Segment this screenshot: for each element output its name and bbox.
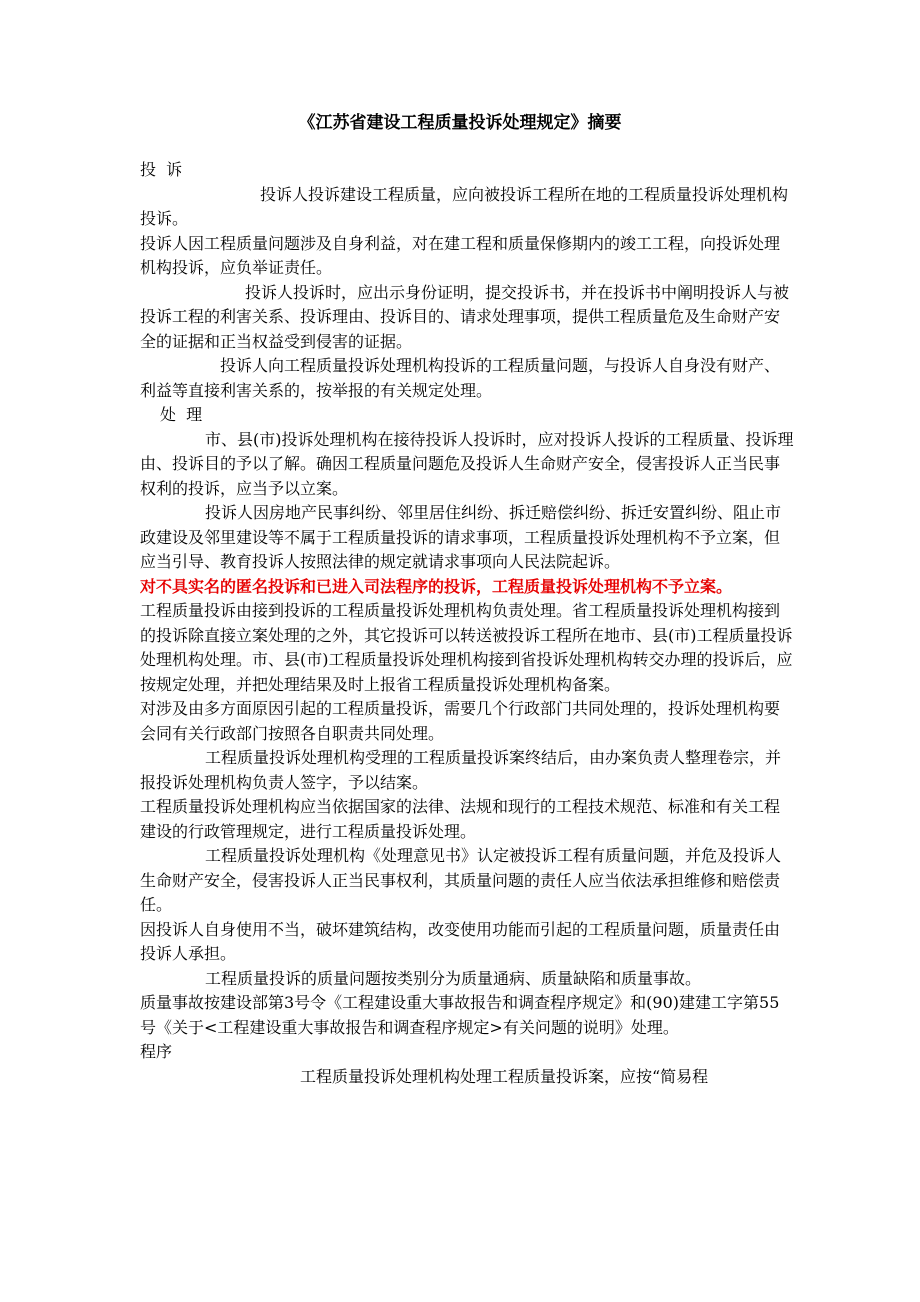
paragraph: 对涉及由多方面原因引起的工程质量投诉，需要几个行政部门共同处理的，投诉处理机构要会同有关行政部门按照各自职责共同处理。: [140, 699, 781, 743]
paragraph: 投诉人投诉时，应出示身份证明，提交投诉书，并在投诉书中阐明投诉人与被投诉工程的利害关系、投诉理由、投诉目的、请求处理事项，提供工程质量危及生命财产安全的证据和正当权益受到侵害的证据。: [140, 282, 790, 351]
paragraph: 市、县(市)投诉处理机构在接待投诉人投诉时，应对投诉人投诉的工程质量、投诉理由、投诉目的予以了解。确因工程质量问题危及投诉人生命财产安全，侵害投诉人正当民事权利的投诉，应当予以立案。: [140, 429, 794, 498]
paragraph: 工程质量投诉处理机构受理的工程质量投诉案终结后，由办案负责人整理卷宗，并报投诉处理机构负责人签字，予以结案。: [140, 748, 782, 792]
paragraph: 工程质量投诉由接到投诉的工程质量投诉处理机构负责处理。省工程质量投诉处理机构接到的投诉除直接立案处理的之外，其它投诉可以转送被投诉工程所在地市、县(市)工程质量投诉处理机构处理。市、县(市)工程质量投诉处理机构接到省投诉处理机构转交办理的投诉后，应按规定处理，并把处理结果及时上报省工程质量投诉处理机构备案。: [140, 601, 793, 694]
document-title: 《江苏省建设工程质量投诉处理规定》摘要: [298, 113, 622, 133]
section-heading-procedure: 程序: [140, 1042, 173, 1061]
paragraph: 投诉人因工程质量问题涉及自身利益，对在建工程和质量保修期内的竣工工程，向投诉处理机构投诉，应负举证责任。: [140, 233, 781, 277]
highlighted-paragraph: 对不具实名的匿名投诉和已进入司法程序的投诉，工程质量投诉处理机构不予立案。: [140, 576, 733, 596]
paragraph: 工程质量投诉处理机构《处理意见书》认定被投诉工程有质量问题，并危及投诉人生命财产安全，侵害投诉人正当民事权利，其质量问题的责任人应当依法承担维修和赔偿责任。: [140, 846, 782, 914]
paragraph: 投诉人因房地产民事纠纷、邻里居住纠纷、拆迁赔偿纠纷、拆迁安置纠纷、阻止市政建设及邻里建设等不属于工程质量投诉的请求事项，工程质量投诉处理机构不予立案，但应当引导、教育投诉人按照法律的规定就请求事项向人民法院起诉。: [140, 503, 782, 571]
paragraph: 因投诉人自身使用不当，破坏建筑结构，改变使用功能而引起的工程质量问题，质量责任由投诉人承担。: [140, 919, 781, 963]
section-heading-handling: 处 理: [160, 405, 203, 424]
paragraph: 投诉人向工程质量投诉处理机构投诉的工程质量问题，与投诉人自身没有财产、利益等直接利害关系的，按举报的有关规定处理。: [140, 356, 781, 400]
paragraph: 质量事故按建设部第3号令《工程建设重大事故报告和调查程序规定》和(90)建建工字第55号《关于<工程建设重大事故报告和调查程序规定>有关问题的说明》处理。: [140, 993, 780, 1037]
paragraph: 投诉人投诉建设工程质量，应向被投诉工程所在地的工程质量投诉处理机构投诉。: [140, 184, 789, 228]
section-heading-complaint: 投 诉: [140, 160, 183, 179]
paragraph: 工程质量投诉的质量问题按类别分为质量通病、质量缺陷和质量事故。: [205, 968, 702, 988]
paragraph: 工程质量投诉处理机构处理工程质量投诉案，应按“简易程: [300, 1066, 709, 1086]
paragraph: 工程质量投诉处理机构应当依据国家的法律、法规和现行的工程技术规范、标准和有关工程建设的行政管理规定，进行工程质量投诉处理。: [140, 797, 781, 841]
document-body: [140, 158, 795, 1089]
